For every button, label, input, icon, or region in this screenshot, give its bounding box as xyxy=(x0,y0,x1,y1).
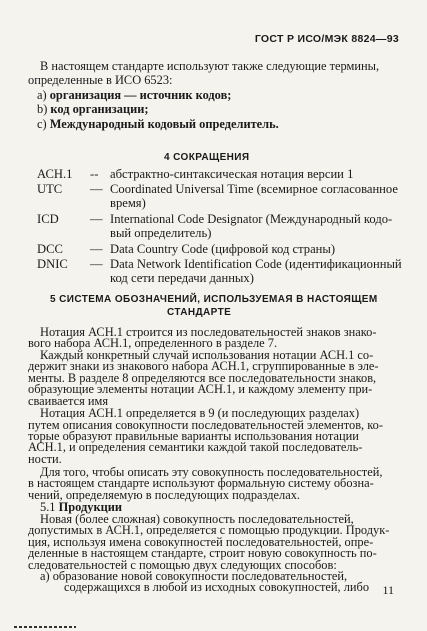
abbr-sep: -- xyxy=(90,167,99,181)
intro-line-1: В настоящем стандарте используют также следующие термины, xyxy=(40,59,380,73)
s5-p5-line-1: Новая (более сложная) совокупность последовательностей, xyxy=(40,511,354,526)
abbr-def-dnic-2: код сети передачи данных) xyxy=(110,271,254,285)
item-text: код организации; xyxy=(50,102,149,116)
s5-item-a-line-2: содержащихся в любой из исходных совокупностей, либо xyxy=(64,580,370,594)
section-5-title-line-2: СТАНДАРТЕ xyxy=(167,307,232,318)
abbr-term-dnic: DNIC xyxy=(37,257,68,271)
abbr-sep: — xyxy=(90,182,103,196)
item-prefix: с) xyxy=(37,117,50,131)
s5-item-a-line-1: а) образование новой совокупности последовательностей, xyxy=(40,568,348,583)
abbr-sep: — xyxy=(90,257,103,271)
section-4-title: 4 СОКРАЩЕНИЯ xyxy=(164,152,250,163)
s5-p2-line-2: держит знаки из знакового набора АСН.1, сгруппированные в эле- xyxy=(28,358,379,373)
s5-p3-line-1: Нотация АСН.1 определяется в 9 (и последующих разделах) xyxy=(40,406,360,421)
abbr-def-utc-2: время) xyxy=(110,196,146,210)
s5-p4-line-1: Для того, чтобы описать эту совокупность последовательностей, xyxy=(40,465,383,480)
abbr-sep: — xyxy=(90,242,103,256)
s5-p2-line-1: Каждый конкретный случай использования нотации АСН.1 со- xyxy=(40,347,374,362)
abbr-term-icd: ICD xyxy=(37,212,59,226)
abbr-def-utc-1: Coordinated Universal Time (всемирное согласованное xyxy=(110,182,398,196)
item-text: Международный кодовый определитель. xyxy=(49,117,279,131)
s5-p3-line-5: ности. xyxy=(28,452,62,467)
abbr-def-dcc: Data Country Code (цифровой код страны) xyxy=(110,242,336,256)
s5-p4-line-3: чений, определяемую в последующих подразделах. xyxy=(28,488,300,503)
s5-p5-line-2: допустимых в АСН.1, определяется с помощью продукции. Продук- xyxy=(28,522,390,537)
intro-item-b xyxy=(37,102,149,117)
subsection-title: Продукции xyxy=(58,499,122,514)
s5-p5-line-5: следовательностей с помощью двух следующих способов: xyxy=(28,557,337,572)
intro-item-a xyxy=(37,88,231,103)
s5-p3-line-4: АСН.1, и определения семантики каждой такой последователь- xyxy=(28,440,363,455)
abbr-def-asn1: абстрактно-синтаксическая нотация версии 1 xyxy=(110,167,354,181)
s5-p5-line-3: ция, используя имена совокупностей последовательностей, опре- xyxy=(28,534,374,549)
s5-p1-line-2: вого набора АСН.1, определенного в разделе 7. xyxy=(28,335,278,350)
abbr-term-utc: UTC xyxy=(37,182,63,196)
s5-p5-line-4: деленные в настоящем стандарте, строит новую совокупность по- xyxy=(28,545,377,560)
page-header: ГОСТ Р ИСО/МЭК 8824—93 xyxy=(254,33,399,45)
item-prefix: а) xyxy=(37,88,50,102)
abbr-def-dnic-1: Data Network Identification Code (идентификационный xyxy=(110,257,402,271)
s5-p2-line-3: менты. В разделе 8 определяются все последовательности знаков, xyxy=(28,370,377,385)
abbr-term-asn1: АСН.1 xyxy=(37,167,73,181)
s5-p1-line-1: Нотация АСН.1 строится из последовательностей знаков знако- xyxy=(40,324,377,339)
s5-p4-line-2: в настоящем стандарте используют формальную систему обозна- xyxy=(28,476,374,491)
s5-p3-line-3: торые образуют правильные варианты использования нотации xyxy=(28,429,359,444)
s5-p3-line-2: путем описания совокупности последовательностей элементов, ко- xyxy=(28,417,383,432)
abbr-sep: — xyxy=(90,212,103,226)
page-number: 11 xyxy=(382,583,394,597)
item-prefix: b) xyxy=(37,102,51,116)
intro-line-2: определенные в ИСО 6523: xyxy=(28,73,173,87)
subsection-number: 5.1 xyxy=(40,499,56,514)
s5-p2-line-4: образующие элементы нотации АСН.1, и каждому элементу при- xyxy=(28,381,373,396)
abbr-term-dcc: DCC xyxy=(37,242,63,256)
scan-artifact-line xyxy=(14,626,76,628)
intro-item-c xyxy=(37,117,279,132)
section-5-title-line-1: 5 СИСТЕМА ОБОЗНАЧЕНИЙ, ИСПОЛЬЗУЕМАЯ В НАСТОЯЩЕМ xyxy=(50,294,378,305)
item-text: организация — источник кодов; xyxy=(49,88,232,102)
s5-p2-line-5: сваивается имя xyxy=(28,393,109,408)
abbr-def-icd-1: International Code Designator (Международный кодо- xyxy=(110,212,393,226)
abbr-def-icd-2: вый определитель) xyxy=(110,226,212,240)
